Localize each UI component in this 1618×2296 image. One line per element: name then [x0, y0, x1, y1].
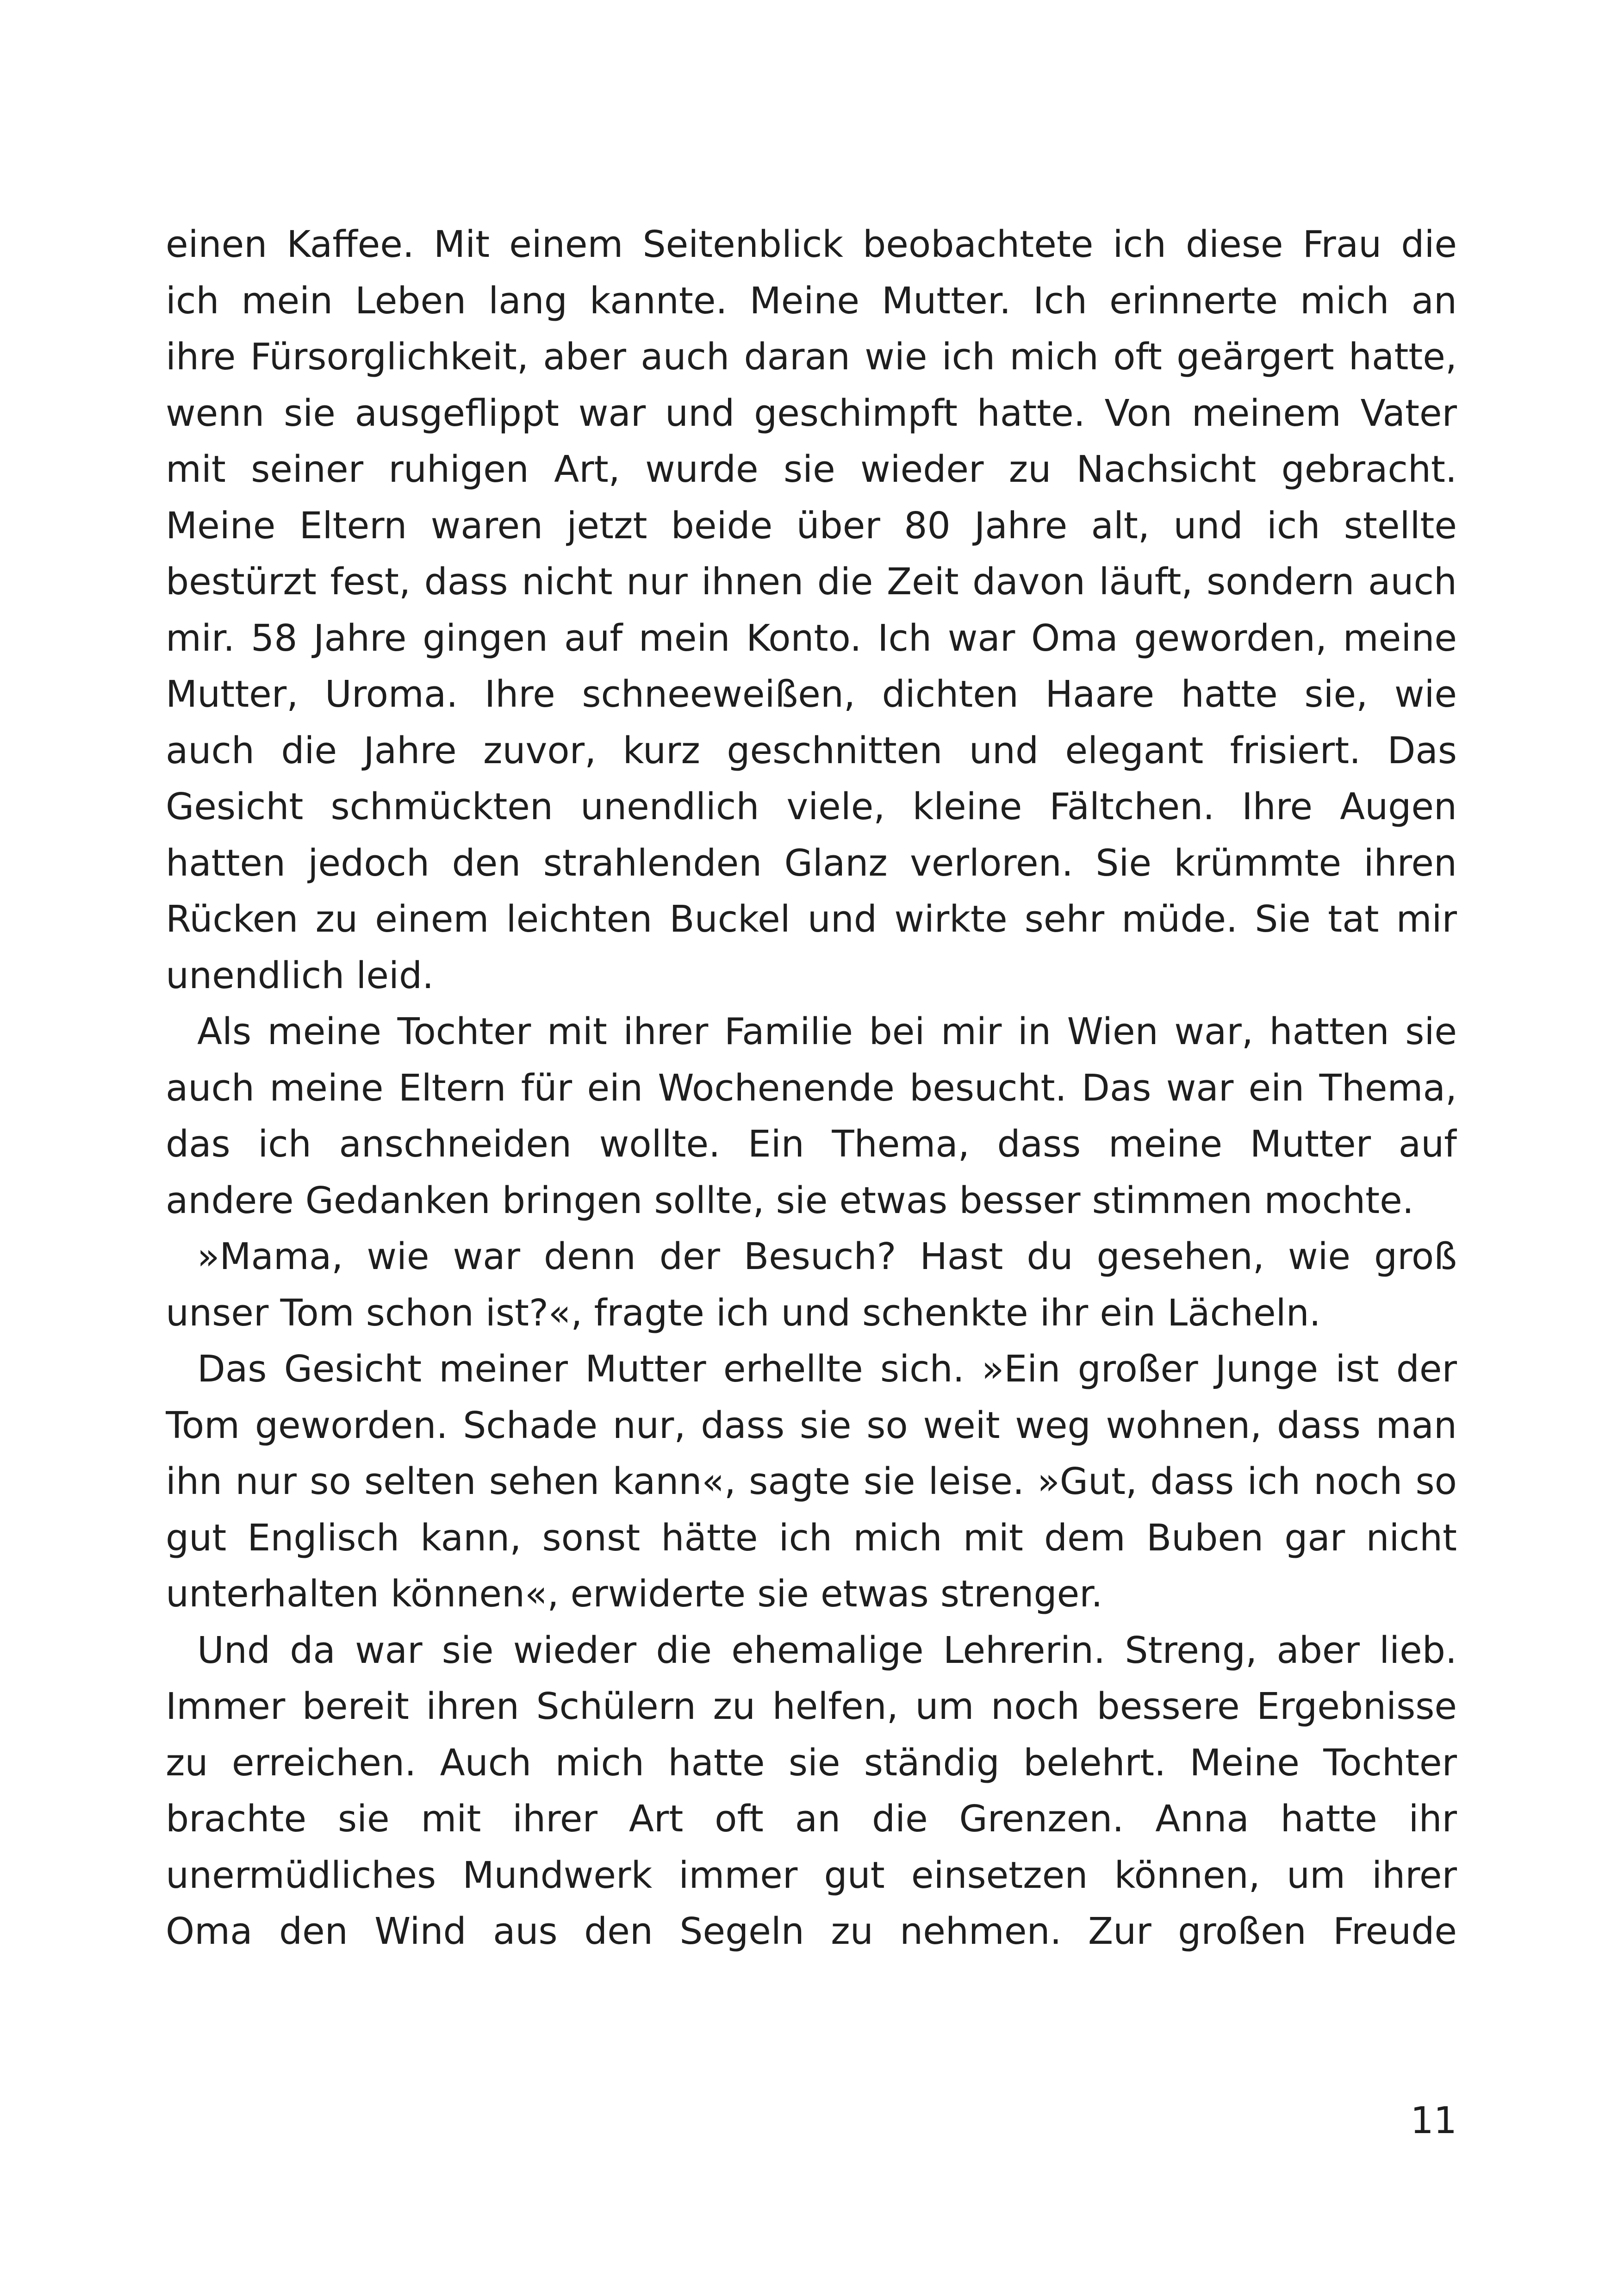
text-line: »Mama, wie war denn der Besuch? Hast du gesehen, wie groß: [197, 1235, 1457, 1278]
text-line: Oma den Wind aus den Segeln zu nehmen. Zur großen Freude: [166, 1910, 1457, 1953]
text-line: Als meine Tochter mit ihrer Familie bei mir in Wien war, hatten sie: [197, 1010, 1457, 1053]
text-line: Mutter, Uroma. Ihre schneeweißen, dichten Haare hatte sie, wie: [166, 673, 1457, 716]
text-line: Gesicht schmückten unendlich viele, kleine Fältchen. Ihre Augen: [166, 785, 1457, 828]
text-line: Immer bereit ihren Schülern zu helfen, um noch bessere Ergebnisse: [166, 1685, 1457, 1728]
paragraph: [166, 1004, 1457, 1229]
text-line: ich mein Leben lang kannte. Meine Mutter. Ich erinnerte mich an: [166, 279, 1457, 322]
text-line: unterhalten können«, erwiderte sie etwas strenger.: [166, 1573, 1103, 1615]
text-line: einen Kaffee. Mit einem Seitenblick beobachtete ich diese Frau die: [166, 223, 1457, 266]
page-number: 11: [1410, 2099, 1457, 2142]
text-line: auch meine Eltern für ein Wochenende besucht. Das war ein Thema,: [166, 1066, 1457, 1109]
paragraph: [166, 1229, 1457, 1341]
text-line: Tom geworden. Schade nur, dass sie so weit weg wohnen, dass man: [166, 1404, 1457, 1447]
text-line: brachte sie mit ihrer Art oft an die Grenzen. Anna hatte ihr: [166, 1798, 1457, 1840]
text-line: unser Tom schon ist?«, fragte ich und schenkte ihr ein Lächeln.: [166, 1291, 1321, 1334]
text-line: Und da war sie wieder die ehemalige Lehrerin. Streng, aber lieb.: [197, 1629, 1457, 1672]
text-line: gut Englisch kann, sonst hätte ich mich mit dem Buben gar nicht: [166, 1516, 1457, 1559]
text-line: Rücken zu einem leichten Buckel und wirkte sehr müde. Sie tat mir: [166, 898, 1457, 940]
text-line: zu erreichen. Auch mich hatte sie ständig belehrt. Meine Tochter: [166, 1741, 1457, 1784]
paragraph: [166, 1341, 1457, 1623]
text-line: Meine Eltern waren jetzt beide über 80 Jahre alt, und ich stellte: [166, 504, 1457, 547]
text-line: mit seiner ruhigen Art, wurde sie wieder zu Nachsicht gebracht.: [166, 448, 1457, 491]
paragraph: [166, 1623, 1457, 1960]
text-line: das ich anschneiden wollte. Ein Thema, dass meine Mutter auf: [166, 1123, 1457, 1165]
text-line: ihre Fürsorglichkeit, aber auch daran wie ich mich oft geärgert hatte,: [166, 336, 1457, 378]
text-line: ihn nur so selten sehen kann«, sagte sie leise. »Gut, dass ich noch so: [166, 1460, 1457, 1503]
text-line: bestürzt fest, dass nicht nur ihnen die Zeit davon läuft, sondern auch: [166, 560, 1457, 603]
text-line: hatten jedoch den strahlenden Glanz verloren. Sie krümmte ihren: [166, 841, 1457, 884]
text-line: auch die Jahre zuvor, kurz geschnitten und elegant frisiert. Das: [166, 729, 1457, 772]
text-line: unendlich leid.: [166, 954, 434, 997]
paragraph: [166, 217, 1457, 1004]
text-line: wenn sie ausgeflippt war und geschimpft hatte. Von meinem Vater: [166, 392, 1457, 435]
text-line: unermüdliches Mundwerk immer gut einsetzen können, um ihrer: [166, 1854, 1457, 1897]
body-text: [166, 217, 1457, 1960]
text-line: mir. 58 Jahre gingen auf mein Konto. Ich war Oma geworden, meine: [166, 616, 1457, 660]
text-line: andere Gedanken bringen sollte, sie etwas besser stimmen mochte.: [166, 1179, 1414, 1222]
text-line: Das Gesicht meiner Mutter erhellte sich. »Ein großer Junge ist der: [197, 1348, 1457, 1390]
